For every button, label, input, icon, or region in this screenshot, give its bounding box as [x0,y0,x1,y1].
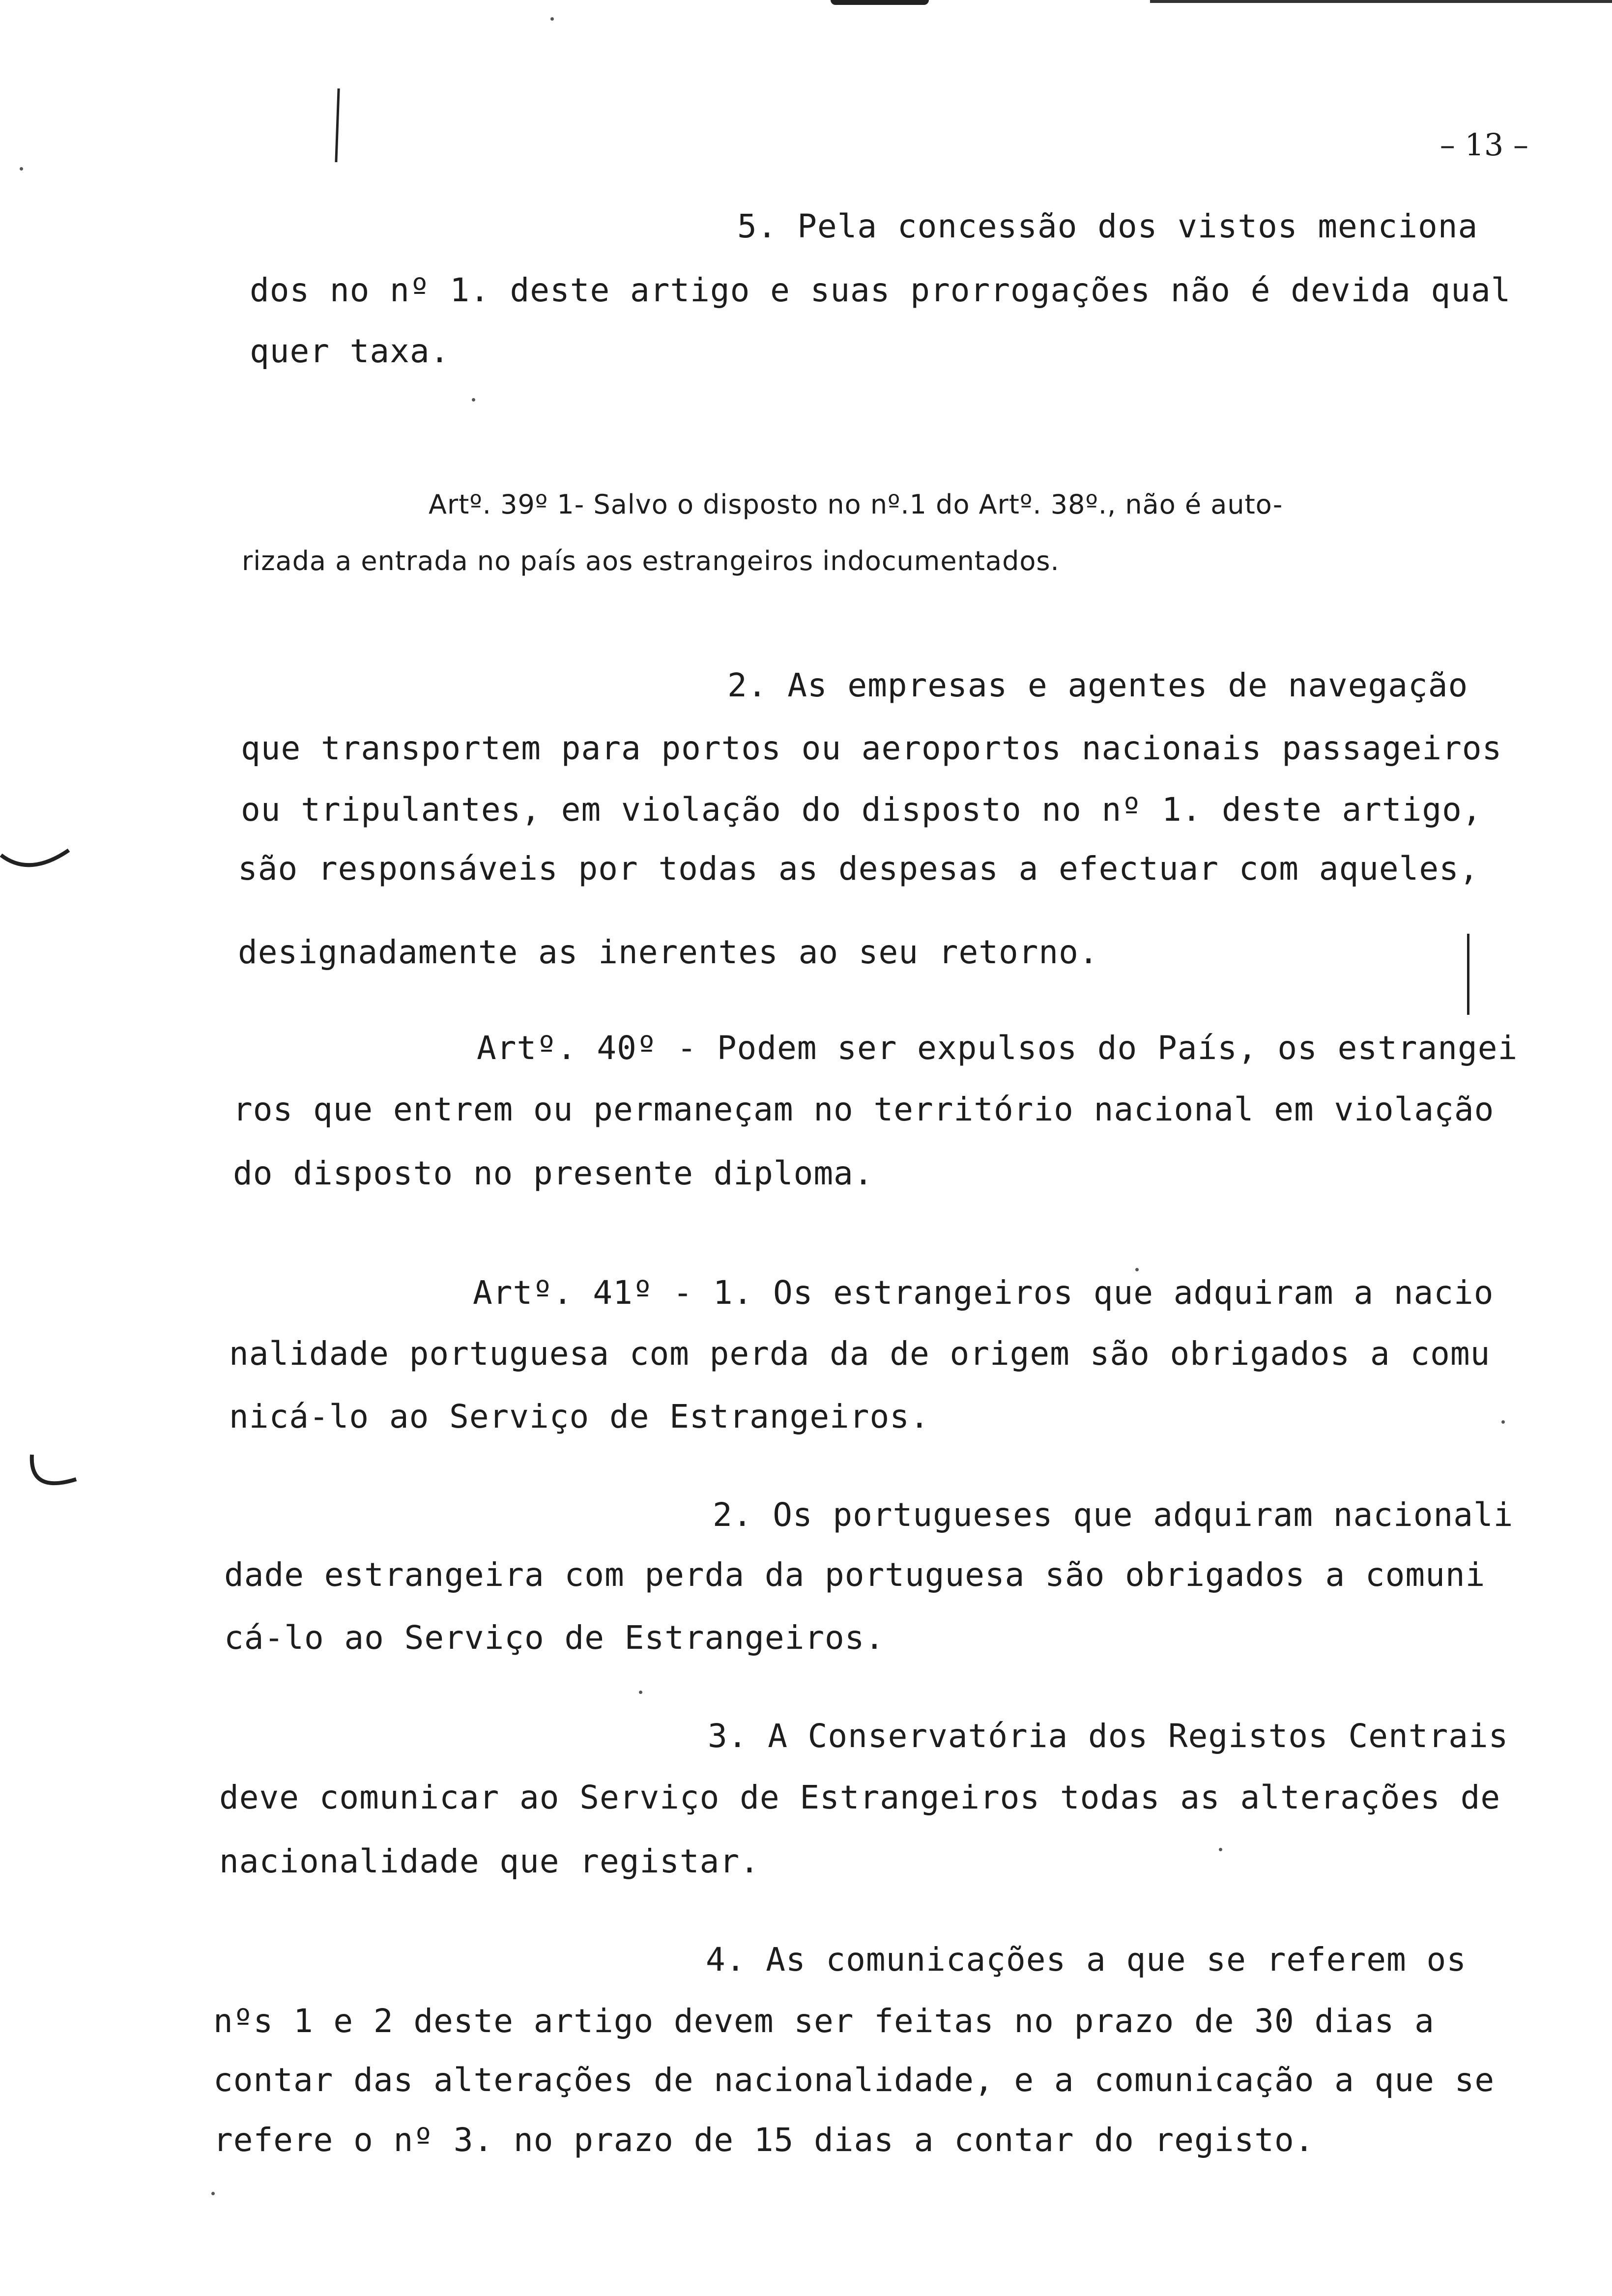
text-line: 5. Pela concessão dos vistos menciona [737,207,1478,245]
page-number: – 13 – [1439,127,1528,163]
scan-speck [1219,1848,1222,1851]
scan-speck [639,1691,642,1694]
margin-pen-stroke [1467,934,1469,1015]
text-line: Artº. 40º - Podem ser expulsos do País, os estrangei [477,1029,1518,1067]
scan-speck [472,398,475,402]
text-line: ou tripulantes, em violação do disposto no nº 1. deste artigo, [241,791,1482,829]
text-line: contar das alterações de nacionalidade, e a comunicação a que se [213,2061,1495,2099]
text-line: são responsáveis por todas as despesas a efectuar com aqueles, [238,850,1479,888]
scan-speck [550,17,554,21]
text-line: 2. As empresas e agentes de navegação [727,666,1468,704]
text-line: refere o nº 3. no prazo de 15 dias a contar do registo. [213,2121,1315,2159]
text-line: dade estrangeira com perda da portuguesa são obrigados a comuni [224,1556,1486,1594]
text-line: 3. A Conservatória dos Registos Centrais [708,1717,1509,1755]
text-line: Artº. 39º 1- Salvo o disposto no nº.1 do Artº. 38º., não é auto- [429,489,1283,520]
text-line: rizada a entrada no país aos estrangeiros indocumentados. [242,545,1060,576]
left-margin-hole-mark [0,831,74,875]
text-line: que transportem para portos ou aeroportos nacionais passageiros [241,729,1502,767]
text-line: dos no nº 1. deste artigo e suas prorrogações não é devida qual [250,271,1511,309]
text-line: do disposto no presente diploma. [233,1154,874,1192]
scan-speck [20,167,23,171]
text-line: 2. Os portugueses que adquiram nacionali [713,1496,1514,1534]
text-line: nalidade portuguesa com perda da de origem são obrigados a comu [229,1335,1491,1373]
text-line: 4. As comunicações a que se referem os [706,1941,1467,1979]
text-line: cá-lo ao Serviço de Estrangeiros. [224,1619,885,1657]
text-line: quer taxa. [250,332,450,370]
text-line: deve comunicar ao Serviço de Estrangeiros todas as alterações de [219,1779,1501,1816]
scan-speck [1135,1268,1139,1271]
scan-speck [1501,1420,1505,1424]
text-line: ros que entrem ou permaneçam no território nacional em violação [233,1091,1495,1128]
scan-speck [211,2192,215,2195]
text-line: designadamente as inerentes ao seu retorno. [238,933,1099,971]
text-line: nicá-lo ao Serviço de Estrangeiros. [229,1398,930,1435]
top-edge-smudge [831,0,929,5]
text-line: Artº. 41º - 1. Os estrangeiros que adquiram a nacio [473,1274,1494,1312]
left-margin-hole-mark [27,1450,81,1499]
top-edge-line [1150,0,1612,3]
text-line: nacionalidade que registar. [219,1842,760,1880]
margin-pen-stroke [335,88,340,162]
text-line: nºs 1 e 2 deste artigo devem ser feitas no prazo de 30 dias a [213,2002,1435,2040]
